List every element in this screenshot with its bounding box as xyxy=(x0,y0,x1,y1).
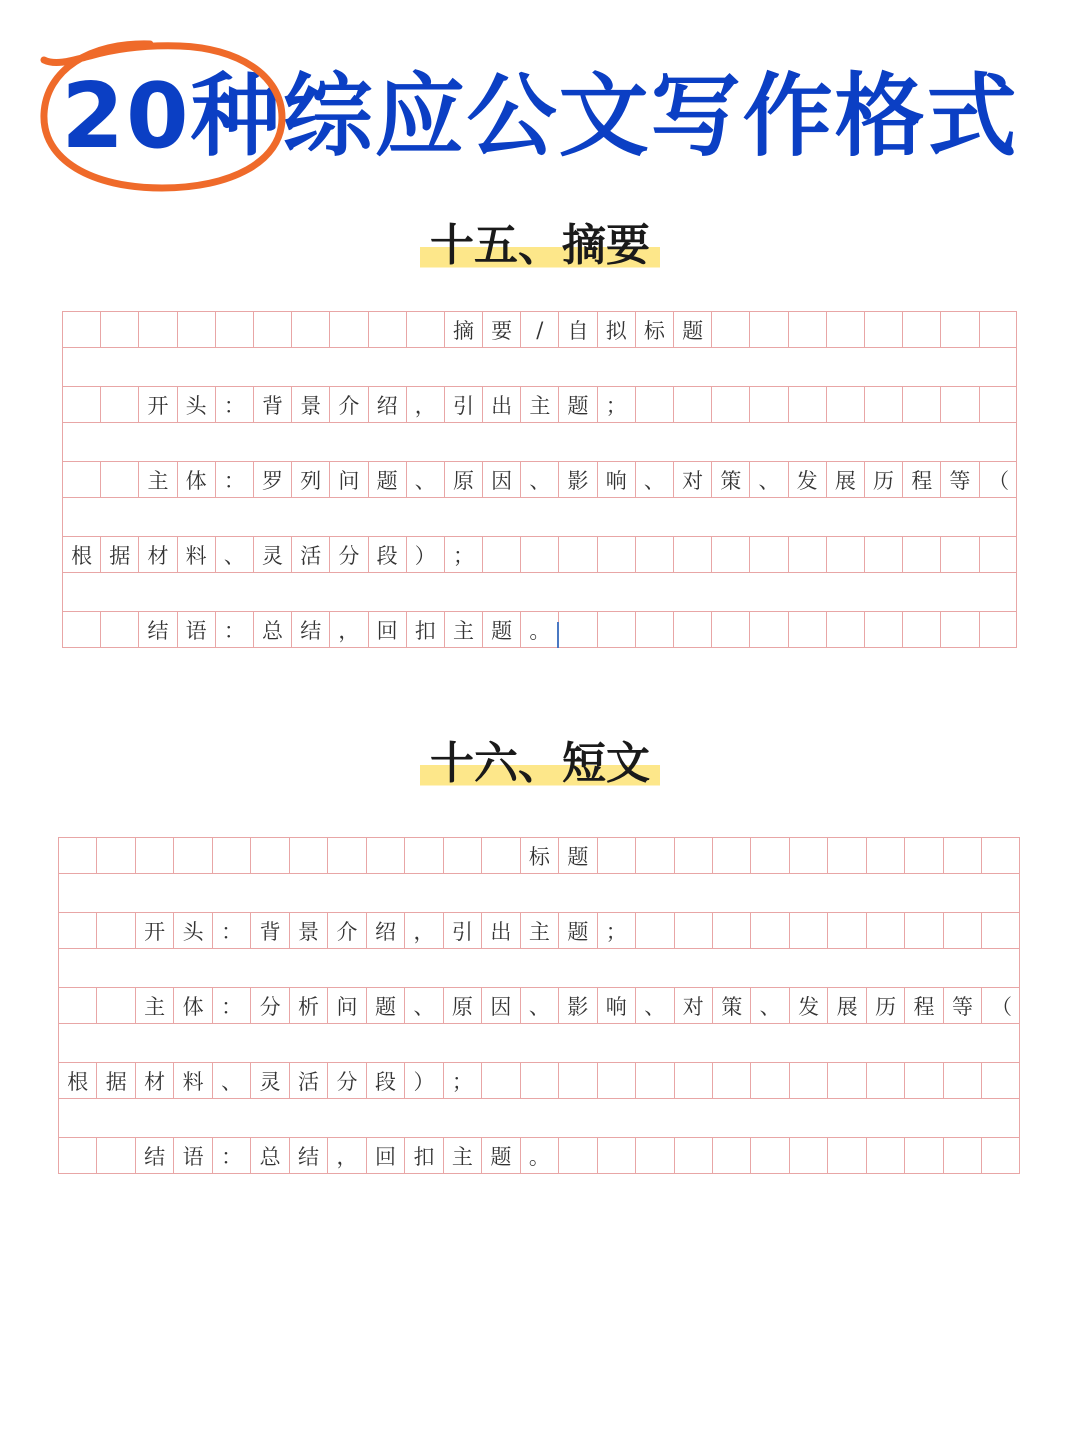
grid-cell: 总 xyxy=(251,1138,289,1173)
grid-cell: 根 xyxy=(59,1063,97,1098)
grid-cell: 、 xyxy=(216,537,254,572)
grid-row xyxy=(59,912,1019,949)
grid-cell xyxy=(444,838,482,873)
grid-row xyxy=(59,987,1019,1024)
grid-cell: 据 xyxy=(97,1063,135,1098)
grid-cell: 策 xyxy=(713,988,751,1023)
grid-cell: 分 xyxy=(251,988,289,1023)
grid-cell xyxy=(59,1138,97,1173)
grid-cell xyxy=(944,1138,982,1173)
grid-row xyxy=(59,837,1019,874)
grid-cell xyxy=(713,1063,751,1098)
grid-cell xyxy=(980,387,1018,422)
grid-cell: 题 xyxy=(369,462,407,497)
grid-cell xyxy=(63,612,101,647)
grid-cell: 题 xyxy=(559,913,597,948)
grid-cell: 背 xyxy=(251,913,289,948)
grid-spacer-row xyxy=(59,1024,1019,1062)
grid-cell: 问 xyxy=(330,462,368,497)
grid-cell xyxy=(903,387,941,422)
title-number: 20种 xyxy=(61,64,283,169)
grid-cell xyxy=(750,387,788,422)
grid-cell xyxy=(674,612,712,647)
grid-cell: 题 xyxy=(674,312,712,347)
grid-cell xyxy=(136,838,174,873)
grid-cell: 。 xyxy=(521,612,559,647)
section-heading-abstract xyxy=(0,218,1080,274)
grid-cell xyxy=(101,612,139,647)
grid-cell: 、 xyxy=(521,988,559,1023)
grid-cell xyxy=(598,1138,636,1173)
grid-cell xyxy=(674,537,712,572)
grid-cell xyxy=(712,537,750,572)
grid-cell xyxy=(216,312,254,347)
grid-cell xyxy=(905,913,943,948)
grid-cell xyxy=(59,838,97,873)
grid-cell: 、 xyxy=(751,988,789,1023)
grid-cell xyxy=(712,312,750,347)
grid-cell: 景 xyxy=(290,913,328,948)
grid-cell: 、 xyxy=(636,462,674,497)
grid-cell xyxy=(905,1138,943,1173)
grid-cell: 头 xyxy=(178,387,216,422)
grid-cell xyxy=(828,838,866,873)
grid-cell: 响 xyxy=(598,988,636,1023)
grid-cell: 主 xyxy=(521,387,559,422)
grid-cell xyxy=(867,1063,905,1098)
grid-cell: 体 xyxy=(174,988,212,1023)
grid-cell: 语 xyxy=(178,612,216,647)
grid-cell: ： xyxy=(213,988,251,1023)
grid-cell xyxy=(905,838,943,873)
grid-cell: （ xyxy=(988,468,1010,493)
grid-cell: 标 xyxy=(521,838,559,873)
grid-cell xyxy=(636,537,674,572)
grid-cell: 绍 xyxy=(367,913,405,948)
grid-cell xyxy=(482,1063,520,1098)
grid-cell: 策 xyxy=(712,462,750,497)
grid-cell xyxy=(944,838,982,873)
grid-cell: ， xyxy=(328,1138,366,1173)
grid-cell: 主 xyxy=(136,988,174,1023)
grid-cell xyxy=(636,838,674,873)
grid-cell: 据 xyxy=(101,537,139,572)
grid-spacer-row xyxy=(63,498,1016,536)
grid-cell: 扣 xyxy=(405,1138,443,1173)
grid-cell xyxy=(751,1138,789,1173)
grid-cell: 原 xyxy=(445,462,483,497)
grid-cell xyxy=(867,1138,905,1173)
grid-cell: ： xyxy=(216,462,254,497)
grid-cell xyxy=(751,838,789,873)
grid-cell xyxy=(827,612,865,647)
grid-cell: 开 xyxy=(139,387,177,422)
grid-cell xyxy=(941,387,979,422)
grid-spacer-row xyxy=(63,423,1016,461)
grid-row xyxy=(63,536,1016,573)
grid-cell: 分 xyxy=(328,1063,366,1098)
grid-cell xyxy=(174,838,212,873)
grid-cell: 主 xyxy=(445,612,483,647)
grid-cell: 活 xyxy=(292,537,330,572)
grid-cell xyxy=(598,838,636,873)
grid-cell xyxy=(790,1063,828,1098)
grid-cell: 段 xyxy=(369,537,407,572)
grid-cell: 题 xyxy=(367,988,405,1023)
grid-cell xyxy=(905,1063,943,1098)
grid-cell xyxy=(789,612,827,647)
grid-cell xyxy=(982,1138,1020,1173)
grid-cell: ； xyxy=(598,387,636,422)
grid-cell xyxy=(982,838,1020,873)
grid-spacer-row xyxy=(63,573,1016,611)
grid-cell: 展 xyxy=(827,462,865,497)
grid-cell xyxy=(675,1138,713,1173)
grid-cell xyxy=(559,1063,597,1098)
grid-cell xyxy=(213,838,251,873)
grid-cell xyxy=(251,838,289,873)
grid-cell: ， xyxy=(330,612,368,647)
grid-cell xyxy=(750,312,788,347)
grid-spacer-row xyxy=(59,874,1019,912)
grid-cell xyxy=(63,387,101,422)
grid-cell: 因 xyxy=(483,462,521,497)
grid-cell: 主 xyxy=(444,1138,482,1173)
grid-cell xyxy=(980,612,1018,647)
grid-cell: 结 xyxy=(136,1138,174,1173)
grid-cell: 题 xyxy=(559,838,597,873)
grid-cell: 自 xyxy=(559,312,597,347)
grid-cell: 题 xyxy=(482,1138,520,1173)
grid-cell: 料 xyxy=(178,537,216,572)
grid-cell: 介 xyxy=(328,913,366,948)
grid-row xyxy=(63,611,1016,648)
writing-grid-abstract xyxy=(62,311,1017,648)
grid-cell xyxy=(675,913,713,948)
grid-cell: 历 xyxy=(865,462,903,497)
grid-cell xyxy=(482,838,520,873)
grid-cell: ； xyxy=(445,537,483,572)
grid-cell xyxy=(865,312,903,347)
grid-cell: 回 xyxy=(367,1138,405,1173)
grid-cell: 分 xyxy=(330,537,368,572)
grid-cell xyxy=(407,312,445,347)
grid-cell: 拟 xyxy=(598,312,636,347)
grid-cell: 主 xyxy=(139,462,177,497)
grid-cell xyxy=(944,1063,982,1098)
grid-cell xyxy=(59,913,97,948)
grid-cell xyxy=(713,838,751,873)
grid-cell xyxy=(598,537,636,572)
grid-cell xyxy=(790,1138,828,1173)
grid-cell: 出 xyxy=(482,913,520,948)
grid-cell xyxy=(97,988,135,1023)
grid-cell xyxy=(63,312,101,347)
grid-cell: 对 xyxy=(674,462,712,497)
writing-grid-short-essay xyxy=(58,837,1020,1174)
grid-cell xyxy=(101,387,139,422)
grid-cell: 列 xyxy=(292,462,330,497)
grid-cell xyxy=(865,537,903,572)
grid-cell xyxy=(290,838,328,873)
grid-cell xyxy=(790,913,828,948)
grid-cell xyxy=(675,1063,713,1098)
grid-cell xyxy=(980,312,1018,347)
grid-cell: 展 xyxy=(828,988,866,1023)
grid-cell: ； xyxy=(444,1063,482,1098)
grid-cell xyxy=(944,913,982,948)
grid-cell xyxy=(328,838,366,873)
grid-cell xyxy=(330,312,368,347)
grid-cell xyxy=(405,838,443,873)
grid-cell xyxy=(982,913,1020,948)
grid-cell xyxy=(598,612,636,647)
grid-cell: 语 xyxy=(174,1138,212,1173)
grid-cell xyxy=(903,312,941,347)
grid-cell: ， xyxy=(405,913,443,948)
grid-cell xyxy=(751,913,789,948)
grid-row xyxy=(59,1062,1019,1099)
grid-cell: 、 xyxy=(213,1063,251,1098)
grid-cell: 出 xyxy=(483,387,521,422)
grid-cell xyxy=(559,1138,597,1173)
grid-cell xyxy=(101,462,139,497)
grid-cell: ： xyxy=(213,1138,251,1173)
grid-cell xyxy=(483,537,521,572)
grid-cell xyxy=(521,537,559,572)
grid-row xyxy=(63,386,1016,423)
grid-cell: 、 xyxy=(407,462,445,497)
grid-cell: ； xyxy=(598,913,636,948)
grid-cell: 等 xyxy=(941,462,979,497)
grid-cell xyxy=(827,387,865,422)
grid-cell xyxy=(789,387,827,422)
grid-cell xyxy=(367,838,405,873)
grid-cell: 根 xyxy=(63,537,101,572)
grid-cell: / xyxy=(521,312,559,347)
grid-cell xyxy=(63,462,101,497)
grid-cell xyxy=(750,537,788,572)
grid-cell: 要 xyxy=(483,312,521,347)
grid-cell xyxy=(254,312,292,347)
grid-cell xyxy=(867,838,905,873)
grid-cell xyxy=(750,612,788,647)
grid-cell: 扣 xyxy=(407,612,445,647)
grid-cell: 结 xyxy=(139,612,177,647)
grid-cell: 程 xyxy=(903,462,941,497)
grid-cell: 材 xyxy=(139,537,177,572)
grid-cell: 对 xyxy=(675,988,713,1023)
grid-cell: 结 xyxy=(292,612,330,647)
grid-cell xyxy=(97,838,135,873)
grid-cell: 发 xyxy=(789,462,827,497)
grid-cell xyxy=(59,988,97,1023)
grid-cell xyxy=(139,312,177,347)
grid-spacer-row xyxy=(59,1099,1019,1137)
grid-row xyxy=(63,461,1016,498)
grid-cell: 结 xyxy=(290,1138,328,1173)
grid-cell xyxy=(941,612,979,647)
grid-cell xyxy=(865,387,903,422)
grid-cell xyxy=(713,1138,751,1173)
grid-cell: 响 xyxy=(598,462,636,497)
grid-cell: 、 xyxy=(521,462,559,497)
grid-cell: 总 xyxy=(254,612,292,647)
section-heading-text: 十五、摘要 xyxy=(420,218,660,274)
grid-cell xyxy=(867,913,905,948)
grid-cell xyxy=(941,537,979,572)
grid-cell: （ xyxy=(990,994,1012,1019)
grid-spacer-row xyxy=(63,348,1016,386)
grid-cell: 标 xyxy=(636,312,674,347)
grid-cell: 等 xyxy=(944,988,982,1023)
section-heading-text: 十六、短文 xyxy=(420,736,660,792)
text-cursor xyxy=(557,622,559,648)
grid-cell: 介 xyxy=(330,387,368,422)
grid-cell: 题 xyxy=(483,612,521,647)
grid-spacer-row xyxy=(59,949,1019,987)
grid-cell xyxy=(559,612,597,647)
grid-cell: 题 xyxy=(559,387,597,422)
grid-cell: 绍 xyxy=(369,387,407,422)
grid-cell xyxy=(827,312,865,347)
grid-cell: 析 xyxy=(290,988,328,1023)
page-title xyxy=(0,62,1080,172)
grid-cell: 灵 xyxy=(254,537,292,572)
grid-cell: 活 xyxy=(290,1063,328,1098)
grid-cell xyxy=(636,612,674,647)
grid-cell: 、 xyxy=(405,988,443,1023)
grid-cell: 灵 xyxy=(251,1063,289,1098)
grid-row xyxy=(59,1137,1019,1174)
grid-cell: 料 xyxy=(174,1063,212,1098)
grid-cell xyxy=(980,537,1018,572)
grid-cell xyxy=(559,537,597,572)
grid-cell: 背 xyxy=(254,387,292,422)
grid-cell xyxy=(97,913,135,948)
grid-cell: 罗 xyxy=(254,462,292,497)
grid-cell xyxy=(636,913,674,948)
grid-cell: 。 xyxy=(521,1138,559,1173)
grid-cell xyxy=(712,387,750,422)
grid-cell xyxy=(521,1063,559,1098)
grid-cell xyxy=(828,1138,866,1173)
grid-cell: 段 xyxy=(367,1063,405,1098)
grid-cell: 影 xyxy=(559,988,597,1023)
grid-cell: 景 xyxy=(292,387,330,422)
grid-cell: ， xyxy=(407,387,445,422)
grid-cell: 头 xyxy=(174,913,212,948)
grid-cell xyxy=(903,612,941,647)
grid-cell xyxy=(941,312,979,347)
grid-cell: 程 xyxy=(905,988,943,1023)
grid-cell: 主 xyxy=(521,913,559,948)
title-text: 综应公文写作格式 xyxy=(282,64,1019,169)
grid-cell: 体 xyxy=(178,462,216,497)
grid-cell xyxy=(101,312,139,347)
grid-cell: 引 xyxy=(444,913,482,948)
grid-row xyxy=(63,311,1016,348)
grid-cell: 历 xyxy=(867,988,905,1023)
grid-cell: 发 xyxy=(790,988,828,1023)
section-heading-short-essay xyxy=(0,736,1080,792)
grid-cell: ： xyxy=(216,612,254,647)
grid-cell xyxy=(903,537,941,572)
grid-cell xyxy=(865,612,903,647)
grid-cell xyxy=(828,1063,866,1098)
grid-cell xyxy=(675,838,713,873)
grid-cell xyxy=(674,387,712,422)
grid-cell xyxy=(712,612,750,647)
grid-cell xyxy=(292,312,330,347)
grid-cell xyxy=(97,1138,135,1173)
grid-cell xyxy=(636,387,674,422)
grid-cell xyxy=(636,1138,674,1173)
grid-cell: 影 xyxy=(559,462,597,497)
grid-cell xyxy=(751,1063,789,1098)
grid-cell: ： xyxy=(213,913,251,948)
grid-cell: 原 xyxy=(444,988,482,1023)
grid-cell: ： xyxy=(216,387,254,422)
grid-cell: 摘 xyxy=(445,312,483,347)
grid-cell xyxy=(790,838,828,873)
grid-cell xyxy=(369,312,407,347)
grid-cell xyxy=(713,913,751,948)
grid-cell xyxy=(982,1063,1020,1098)
grid-cell xyxy=(827,537,865,572)
grid-cell: 回 xyxy=(369,612,407,647)
grid-cell: 开 xyxy=(136,913,174,948)
grid-cell: 、 xyxy=(750,462,788,497)
grid-cell: 因 xyxy=(482,988,520,1023)
grid-cell: 、 xyxy=(636,988,674,1023)
grid-cell xyxy=(598,1063,636,1098)
grid-cell xyxy=(828,913,866,948)
grid-cell: 问 xyxy=(328,988,366,1023)
grid-cell xyxy=(789,537,827,572)
grid-cell: 引 xyxy=(445,387,483,422)
grid-cell: 材 xyxy=(136,1063,174,1098)
grid-cell xyxy=(178,312,216,347)
grid-cell: ） xyxy=(407,537,445,572)
grid-cell xyxy=(789,312,827,347)
grid-cell xyxy=(636,1063,674,1098)
grid-cell: ） xyxy=(405,1063,443,1098)
